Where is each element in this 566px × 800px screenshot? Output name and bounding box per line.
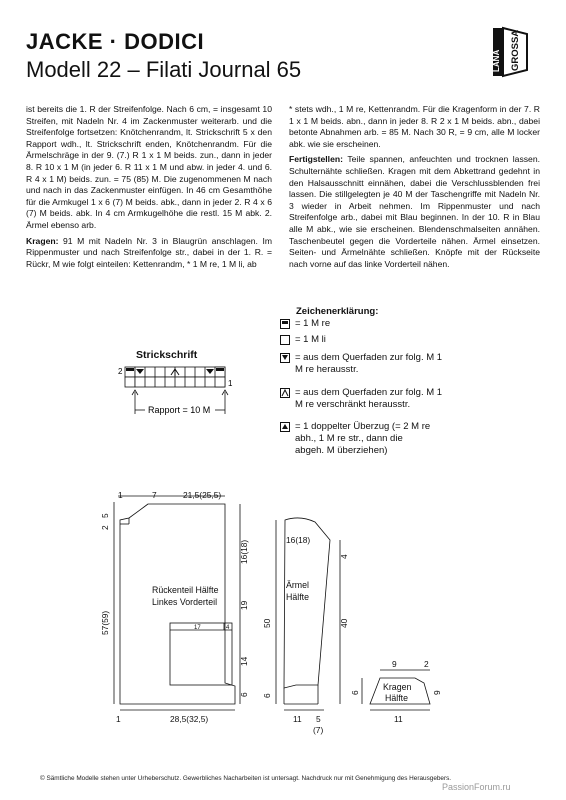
collar-side-9: 9: [432, 690, 442, 695]
finishing-label: Fertigstellen:: [289, 154, 343, 165]
body-label-back: Rückenteil Hälfte: [152, 585, 219, 595]
body-top-width-dim: 21,5(25,5): [183, 490, 222, 500]
chart-title: Strickschrift: [136, 349, 198, 361]
sleeve-height-50: 50: [262, 618, 272, 628]
page-subtitle: Modell 22 – Filati Journal 65: [26, 57, 302, 82]
sleeve-bottom-11: 11: [293, 714, 302, 724]
body-mid-dim: 19: [239, 600, 249, 610]
sleeve-label-1: Ärmel: [286, 580, 309, 590]
body-bottom-dim: 6: [239, 692, 249, 697]
instructions-column-right: [289, 104, 540, 270]
body-side-2: 2: [100, 525, 110, 530]
finishing-instructions: Teile spannen, anfeuchten und trocknen lassen. Schulternähte schließen. Kragen mit dem Abkettrand gedehnt in den Halsausschnitt einnähen, dabei die Verschlussblenden frei lassen. Die stillgelegten je 40 M der Taschengriffe mit Nadeln Nr. 3 wieder in Arbeit nehmen. Im Rippenmuster und nach Streifenfolge arb., dabei mit Blau beginnen. In der 10. R in Blau alle M abk., wie sie erscheinen. Blendenschmalseiten annähen. Taschenbeutel gegen die Vorderteile nähen. Ärmel einsetzen. Seiten- und Ärmelnähte schließen. Knöpfe mit der Rückseite nach vorne auf das linke Vorderteil nähen.: [289, 154, 540, 269]
sleeve-bottom-7: (7): [313, 725, 324, 735]
collar-label-1: Kragen: [383, 682, 412, 692]
body-top-left-dim: 1: [118, 490, 123, 500]
sleeve-height-40: 40: [339, 618, 349, 628]
chart-row-2: 2: [118, 367, 123, 376]
size-schematic: [100, 480, 450, 740]
purl-symbol-icon: [280, 335, 290, 345]
sleeve-bottom-dim: 6: [262, 693, 272, 698]
body-bottom-width-dim: 28,5(32,5): [170, 714, 209, 724]
collar-label: Kragen:: [26, 235, 59, 246]
body-top-gap-dim: 7: [152, 490, 157, 500]
body-label-front: Linkes Vorderteil: [152, 597, 218, 607]
sleeve-instructions: ist bereits die 1. R der Streifenfolge. Nach 6 cm, = insgesamt 10 Streifen, mit Nadeln Nr. 4 im Zackenmuster weiterarb. und die Streifenfolge fortsetzen: Knötchenrandm, lt. Strickschrift 5 x den Rapport wdh., lt. Strickschrift enden, Knötchenrandm. Für die Ärmelschräge in der 9. (7.) R 1 x 1 M beids. zun., dann in jeder 8. R 10 x 1 M (in jeder 6. R 11 x 1 M und abw. in jeder 4. und 6. R 4 x 1 M) beids. zun. = 75 (85) M. Die zugenommenen M nach und nach in das Zackenmuster einfügen. In 46 cm Gesamthöhe für die Armkugel 1 x 6 (7) M beids. abk., dann in jeder 2. R 4 x 6 (7) M beids. abk. In 4 cm Armkugelhöhe die restl. 15 M abk. 2. Ärmel ebenso arb.: [26, 104, 272, 230]
collar-instructions-cont: * stets wdh., 1 M re, Kettenrandm. Für die Kragenform in der 7. R 1 x 1 M beids. abn., dann in jeder 8. R 2 x 1 M beids. abn., dabei betonte Abnahmen arb. = 85 M. Nach 30 R, = 9 cm, alle M locker abk. wie sie erscheinen.: [289, 104, 540, 149]
brand-logo: [487, 20, 533, 82]
knit-symbol-icon: [280, 319, 290, 329]
body-neck-dim: 16(18): [239, 539, 249, 564]
legend-title: Zeichenerklärung:: [296, 306, 379, 317]
pocket-side-dim: 4: [226, 625, 230, 631]
svg-text:GROSSA: GROSSA: [510, 29, 521, 71]
collar-top-9: 9: [392, 659, 397, 669]
collar-instructions: 91 M mit Nadeln Nr. 3 in Blaugrün anschlagen. Im Rippenmuster und nach Streifenfolge str., dabei in der 1. R. = Rückr, M wie folgt einteilen: Kettenrandm, * 1 M re, 1 M li, ab: [26, 235, 272, 269]
sleeve-bottom-5: 5: [316, 714, 321, 724]
pocket-outline: [170, 623, 232, 685]
double-decrease-symbol-icon: [280, 422, 290, 432]
sleeve-top-width-dim: 16(18): [286, 535, 311, 545]
collar-side-6: 6: [350, 690, 360, 695]
page-title: JACKE · DODICI: [26, 29, 205, 54]
svg-text:LANA: LANA: [492, 49, 501, 72]
increase-symbol-icon: [280, 353, 290, 363]
chart-rapport-label: Rapport = 10 M: [148, 405, 211, 415]
copyright-footer: © Sämtliche Modelle stehen unter Urheberschutz. Gewerbliches Nacharbeiten ist untersagt. Nachdruck nur mit Genehmigung des Herausgebers.: [40, 775, 452, 782]
instructions-column-left: [26, 104, 272, 270]
pocket-width-dim: 17: [194, 625, 201, 631]
body-bottom-left-dim: 1: [116, 714, 121, 724]
body-side-5: 5: [100, 513, 110, 518]
collar-label-2: Hälfte: [385, 693, 408, 703]
collar-top-2: 2: [424, 659, 429, 669]
knitting-chart: [110, 362, 250, 422]
watermark: PassionForum.ru: [442, 782, 511, 792]
chart-row-1: 1: [228, 379, 233, 388]
collar-bottom-11: 11: [394, 714, 403, 724]
body-height-dim: 57(59): [100, 610, 110, 635]
body-pocket-dim: 14: [239, 656, 249, 666]
sleeve-top-dim: 4: [339, 554, 349, 559]
sleeve-label-2: Hälfte: [286, 592, 309, 602]
increase-twisted-symbol-icon: [280, 388, 290, 398]
